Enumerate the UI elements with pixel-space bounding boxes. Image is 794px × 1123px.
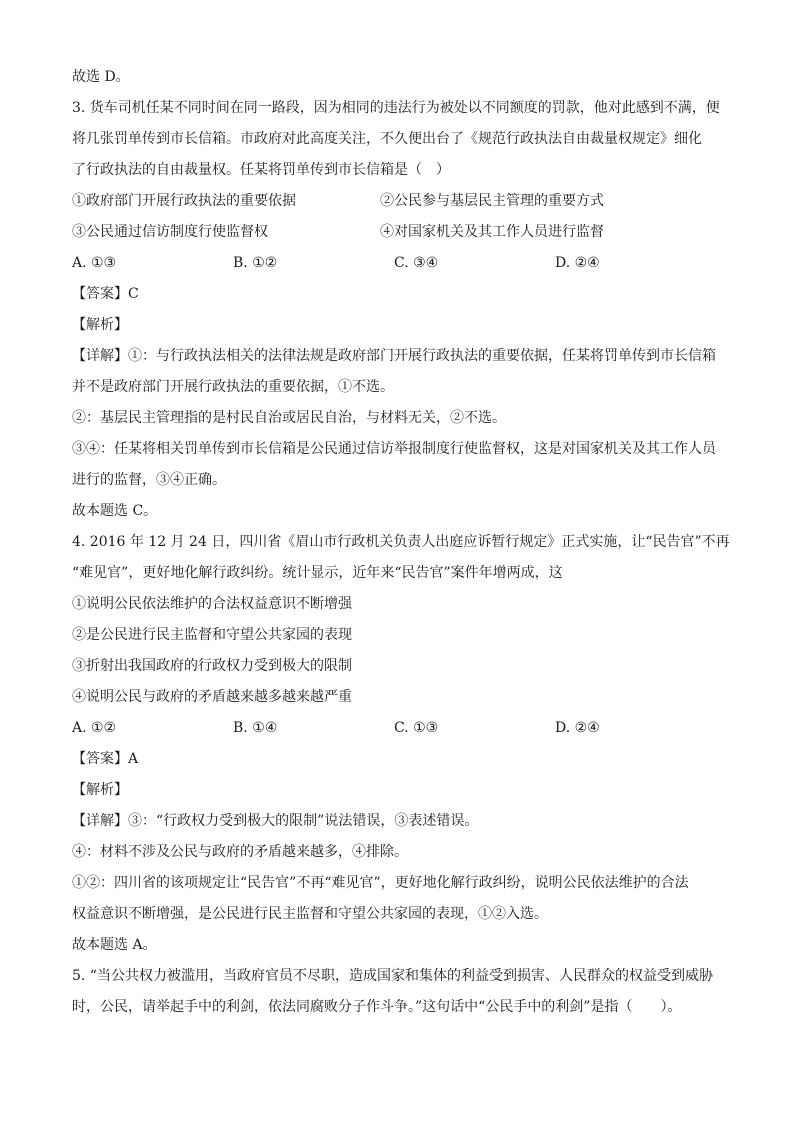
q3-choice-c: C. ③④ [394,255,439,271]
q3-choice-b: B. ①② [233,255,278,271]
q4-detail-line-3: ①②：四川省的该项规定让“民告官”不再“难见官”，更好地化解行政纠纷，说明公民依法维护的合法 [72,875,689,891]
q4-choice-a: A. ①② [72,720,117,736]
q4-option-4: ④说明公民与政府的矛盾越来越多越来越严重 [72,689,352,705]
q4-choice-b: B. ①④ [233,720,278,736]
q4-answer: 【答案】A [72,751,139,767]
q4-stem-line-2: “难见官”，更好地化解行政纠纷。统计显示，近年来“民告官”案件年增两成，这 [72,565,563,581]
q3-choice-d: D. ②④ [555,255,600,271]
q3-stem-line-1: 3. 货车司机任某不同时间在同一路段，因为相同的违法行为被处以不同额度的罚款，他对此感到不满，便 [72,100,720,116]
q3-detail-line-1: 【详解】①：与行政执法相关的法律法规是政府部门开展行政执法的重要依据，任某将罚单传到市长信箱 [72,348,716,364]
q3-option-3: ③公民通过信访制度行使监督权 [72,224,268,240]
q3-choices [72,248,722,279]
q4-option-3: ③折射出我国政府的行政权力受到极大的限制 [72,658,352,674]
question-5 [72,961,722,1023]
q4-stem-line-1: 4. 2016 年 12 月 24 日，四川省《眉山市行政机关负责人出庭应诉暂行规定》正式实施，让“民告官”不再 [72,534,730,550]
q3-detail-line-2: 并不是政府部门开展行政执法的重要依据，①不选。 [72,379,394,395]
q3-stem-line-3: 了行政执法的自由裁量权。任某将罚单传到市长信箱是（ ） [72,162,450,178]
q3-stem-line-2: 将几张罚单传到市长信箱。市政府对此高度关注，不久便出台了《规范行政执法自由裁量权规定》细化 [72,131,702,147]
prev-answer-line: 故选 D。 [72,69,130,85]
question-3 [72,93,722,527]
q4-detail-line-4: 权益意识不断增强，是公民进行民主监督和守望公共家园的表现，①②入选。 [72,906,548,922]
q4-analysis-label: 【解析】 [72,782,128,798]
q3-conclusion: 故本题选 C。 [72,503,158,519]
question-4 [72,527,730,961]
q3-analysis-label: 【解析】 [72,317,128,333]
q4-detail-line-2: ④：材料不涉及公民与政府的矛盾越来越多，④排除。 [72,844,408,860]
q3-detail-line-3: ②：基层民主管理指的是村民自治或居民自治，与材料无关，②不选。 [72,410,506,426]
q3-options-row-1 [72,186,722,217]
q3-choice-a: A. ①③ [72,255,117,271]
q4-option-2: ②是公民进行民主监督和守望公共家园的表现 [72,627,352,643]
q4-option-1: ①说明公民依法维护的合法权益意识不断增强 [72,596,352,612]
q3-option-1: ①政府部门开展行政执法的重要依据 [72,193,296,209]
q5-stem-line-2: 时，公民，请举起手中的利剑，依法同腐败分子作斗争。”这句话中“公民手中的利剑”是指（ ）。 [72,999,682,1015]
q4-choice-c: C. ①③ [394,720,439,736]
q3-detail-line-5: 进行的监督，③④正确。 [72,472,226,488]
q3-option-4: ④对国家机关及其工作人员进行监督 [380,224,604,240]
q4-conclusion: 故本题选 A。 [72,937,157,953]
q4-detail-line-1: 【详解】③：“行政权力受到极大的限制”说法错误，③表述错误。 [72,813,479,829]
q3-option-2: ②公民参与基层民主管理的重要方式 [380,193,604,209]
q4-choice-d: D. ②④ [555,720,600,736]
q4-choices [72,713,722,744]
q3-options-row-2 [72,217,722,248]
q5-stem-line-1: 5. “当公共权力被滥用，当政府官员不尽职，造成国家和集体的利益受到损害、人民群众的权益受到威胁 [72,968,713,984]
q3-detail-line-4: ③④：任某将相关罚单传到市长信箱是公民通过信访举报制度行使监督权，这是对国家机关及其工作人员 [72,441,716,457]
q3-answer: 【答案】C [72,286,139,302]
